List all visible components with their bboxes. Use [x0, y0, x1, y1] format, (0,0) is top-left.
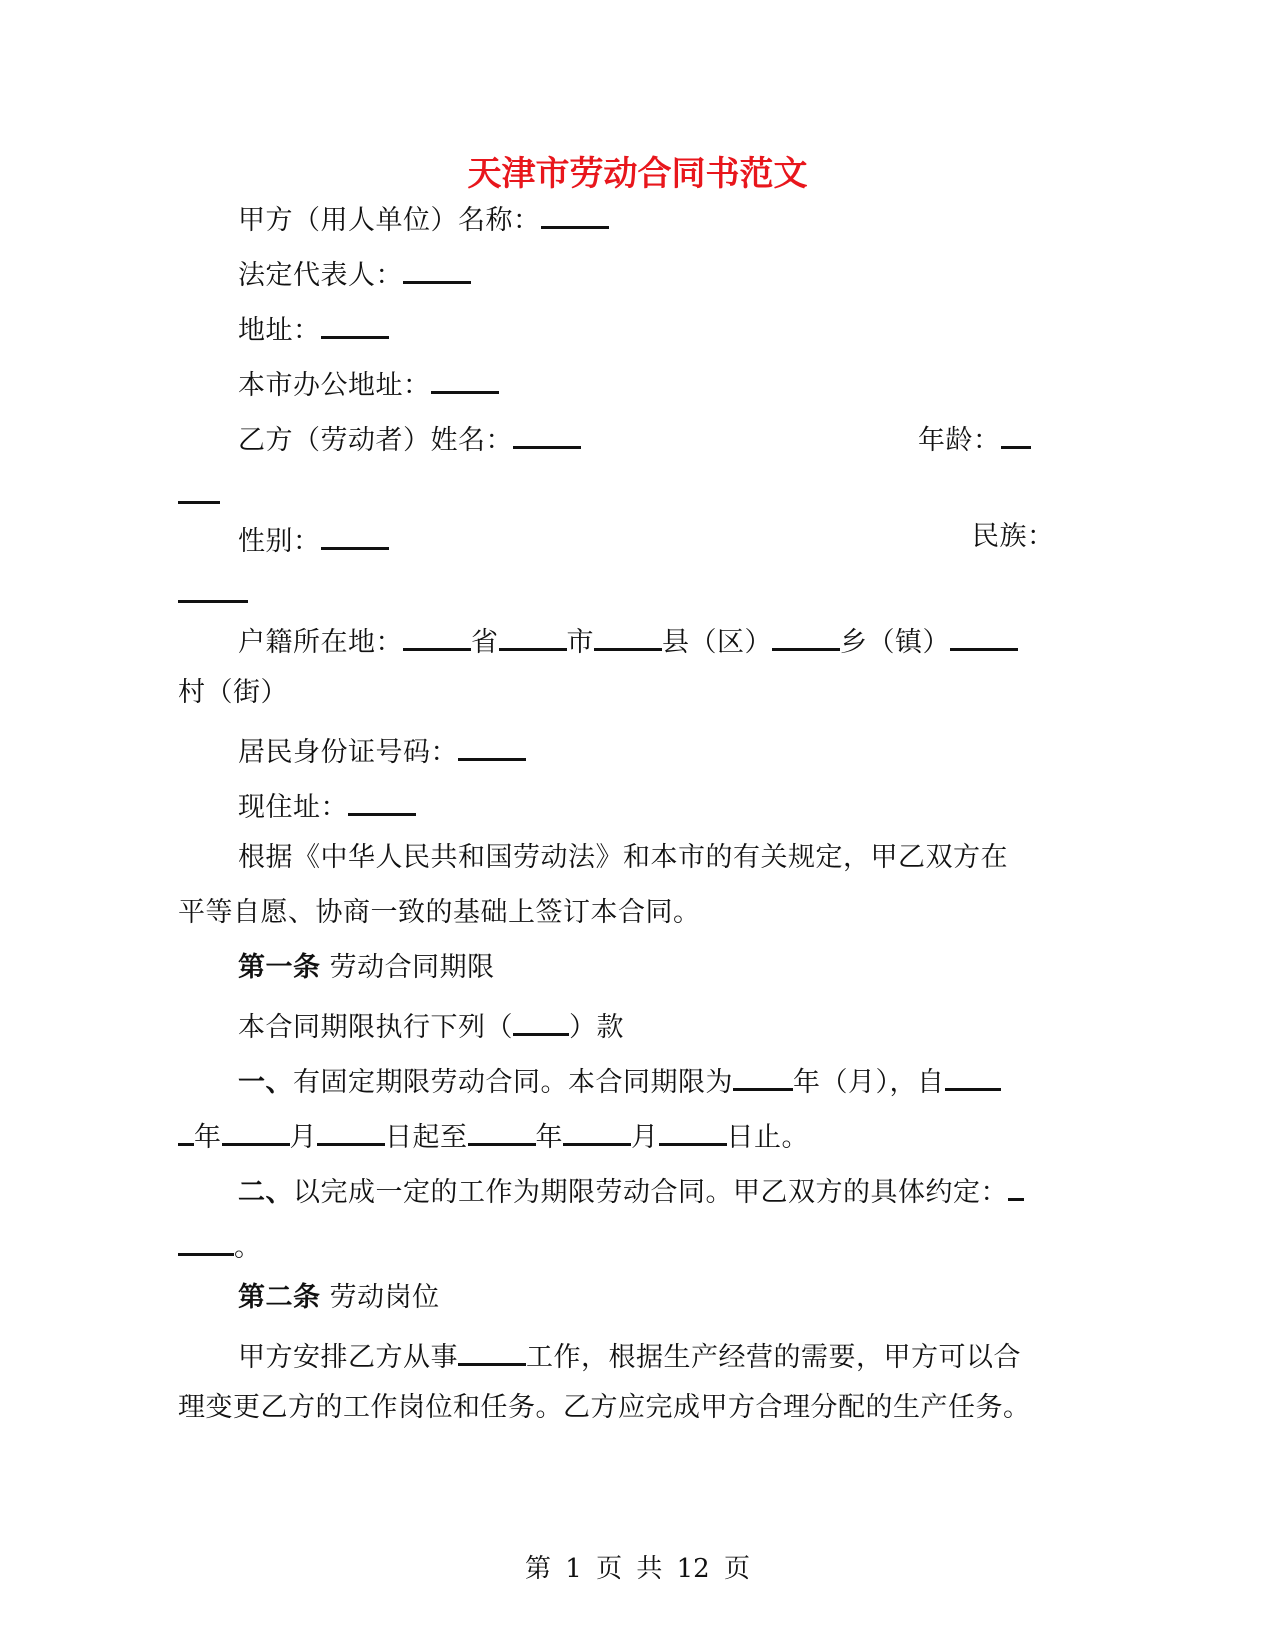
city-label: 市 [566, 627, 594, 658]
article-2-title: 劳动岗位 [329, 1282, 440, 1313]
task-term-line-1 [238, 1168, 1024, 1213]
blank-field[interactable] [563, 1113, 631, 1146]
article-2-line-1 [238, 1333, 1021, 1378]
blank-field[interactable] [468, 1113, 536, 1146]
gender-line [238, 517, 389, 562]
blank-field[interactable] [222, 1113, 290, 1146]
article-2-number: 第二条 [238, 1282, 321, 1313]
preamble-line-1: 根据《中华人民共和国劳动法》和本市的有关规定，甲乙双方在 [238, 842, 1008, 873]
blank-field[interactable] [1001, 416, 1031, 449]
party-b-name-line [238, 416, 581, 461]
year-label-2: 年 [535, 1122, 563, 1153]
blank-field[interactable] [458, 728, 526, 761]
article-1-title: 劳动合同期限 [329, 952, 495, 983]
party-b-name-label: 乙方（劳动者）姓名： [238, 425, 513, 456]
county-label: 县（区） [662, 627, 772, 658]
item-1-number: 一、 [238, 1067, 293, 1098]
blank-field[interactable] [541, 196, 609, 229]
blank-field[interactable] [772, 618, 840, 651]
day-end-label: 日止。 [726, 1122, 809, 1153]
blank-field[interactable] [348, 783, 416, 816]
blank-field[interactable] [1008, 1168, 1024, 1201]
item-1-mid: 年（月），自 [793, 1067, 945, 1098]
article-2-post: 工作，根据生产经营的需要，甲方可以合 [526, 1342, 1021, 1373]
blank-field[interactable] [659, 1113, 727, 1146]
ethnicity-blank-wrap [178, 570, 248, 615]
blank-field[interactable] [321, 517, 389, 550]
page-footer: 第 1 页 共 12 页 [525, 1554, 750, 1584]
article-1-number: 第一条 [238, 952, 321, 983]
blank-field[interactable] [499, 618, 567, 651]
ethnicity-label: 民族： [972, 521, 1055, 552]
fixed-term-line-1 [238, 1058, 1001, 1103]
party-a-name-line [238, 196, 609, 241]
id-number-label: 居民身份证号码： [238, 737, 458, 768]
blank-field[interactable] [945, 1058, 1001, 1091]
blank-field[interactable] [317, 1113, 385, 1146]
legal-rep-label: 法定代表人： [238, 260, 403, 291]
year-label: 年 [194, 1122, 222, 1153]
office-address-line [238, 361, 499, 406]
blank-field[interactable] [178, 570, 248, 603]
id-number-line [238, 728, 526, 773]
preamble-line-2: 平等自愿、协商一致的基础上签订本合同。 [178, 897, 701, 928]
blank-field[interactable] [178, 1223, 234, 1256]
blank-field[interactable] [403, 618, 471, 651]
blank-field[interactable] [733, 1058, 793, 1091]
item-1-text: 有固定期限劳动合同。本合同期限为 [293, 1067, 733, 1098]
address-line [238, 306, 389, 351]
province-label: 省 [471, 627, 499, 658]
town-label: 乡（镇） [840, 627, 950, 658]
residence-label: 现住址： [238, 792, 348, 823]
gender-label: 性别： [238, 526, 321, 557]
hukou-label: 户籍所在地： [238, 627, 403, 658]
hukou-line-2 [178, 673, 288, 713]
blank-field[interactable] [321, 306, 389, 339]
age-label: 年龄： [918, 425, 1001, 456]
blank-field[interactable] [513, 416, 581, 449]
article-1-heading [238, 948, 495, 988]
item-2-end: 。 [234, 1232, 262, 1263]
blank-field[interactable] [178, 471, 220, 504]
village-label: 村（街） [178, 677, 288, 708]
office-address-label: 本市办公地址： [238, 370, 431, 401]
blank-field[interactable] [403, 251, 471, 284]
month-label: 月 [289, 1122, 317, 1153]
article-2-pre: 甲方安排乙方从事 [238, 1342, 458, 1373]
hukou-line [238, 618, 1018, 663]
task-term-line-2 [178, 1223, 262, 1268]
legal-rep-line [238, 251, 471, 296]
ethnicity-line [972, 517, 1055, 557]
age-line [918, 416, 1031, 461]
blank-field[interactable] [178, 1113, 194, 1146]
article-2-line-2: 理变更乙方的工作岗位和任务。乙方应完成甲方合理分配的生产任务。 [178, 1392, 1031, 1423]
document-title: 天津市劳动合同书范文 [467, 154, 808, 194]
age-blank-wrap [178, 471, 220, 516]
month-label-2: 月 [631, 1122, 659, 1153]
address-label: 地址： [238, 315, 321, 346]
blank-field[interactable] [950, 618, 1018, 651]
term-select-line [238, 1003, 624, 1048]
party-a-name-label: 甲方（用人单位）名称： [238, 205, 541, 236]
blank-field[interactable] [458, 1333, 526, 1366]
day-from-label: 日起至 [385, 1122, 468, 1153]
blank-field[interactable] [431, 361, 499, 394]
blank-field[interactable] [513, 1003, 569, 1036]
article-2-heading [238, 1278, 440, 1318]
term-select-pre: 本合同期限执行下列（ [238, 1012, 513, 1043]
blank-field[interactable] [594, 618, 662, 651]
item-2-text: 以完成一定的工作为期限劳动合同。甲乙双方的具体约定： [293, 1177, 1008, 1208]
residence-line [238, 783, 416, 828]
item-2-number: 二、 [238, 1177, 293, 1208]
term-select-post: ）款 [569, 1012, 624, 1043]
fixed-term-line-2 [178, 1113, 809, 1158]
